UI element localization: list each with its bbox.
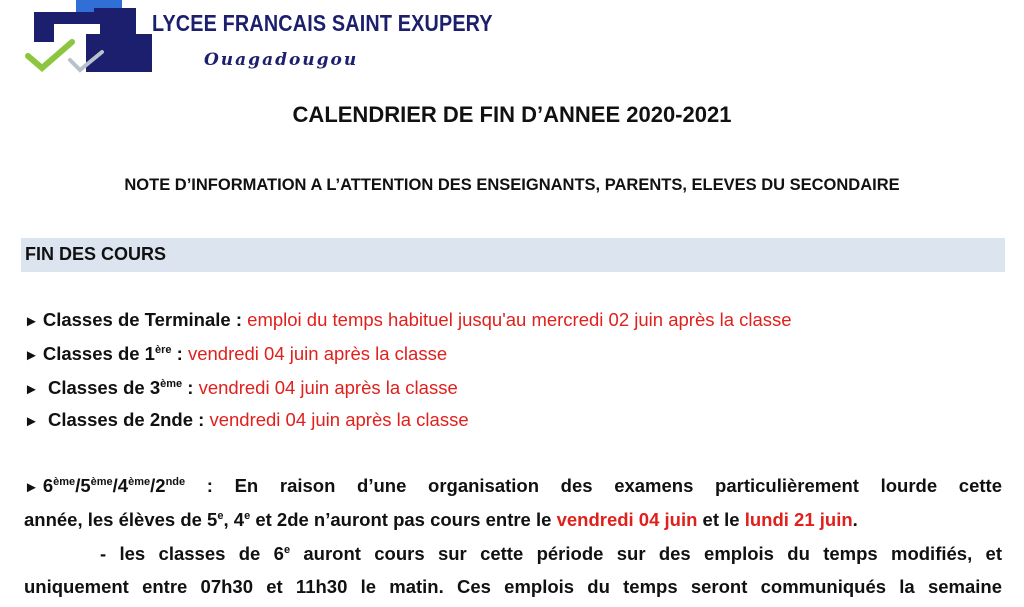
bullet-arrow-icon: ► (24, 413, 39, 430)
class-label: Classes de 2nde (42, 409, 193, 430)
document-subtitle: NOTE D’INFORMATION A L’ATTENTION DES ENSEIGNANTS, PARENTS, ELEVES DU SECONDAIRE (124, 176, 900, 194)
class-label: Classes de 3 (42, 377, 161, 398)
school-city: Ouagadougou (204, 50, 359, 70)
section-heading-label: FIN DES COURS (25, 244, 167, 264)
class-detail: emploi du temps habituel jusqu'au mercredi 02 juin après la classe (247, 309, 792, 330)
bullet-arrow-icon: ► (24, 347, 39, 364)
date-highlight: lundi 21 juin (744, 509, 853, 530)
class-line-troisieme: ► Classes de 3ème : vendredi 04 juin après la classe (24, 377, 458, 398)
paragraph-line-3: - les classes de 6e auront cours sur cette période sur des emplois du temps modifiés, et (100, 543, 1002, 564)
bullet-arrow-icon: ► (24, 479, 39, 496)
class-detail: vendredi 04 juin après la classe (198, 377, 458, 398)
paragraph-line-1: ► 6ème/5ème/4ème/2nde : En raison d’une organisation des examens particulièrement lourde cette (24, 475, 1002, 496)
class-line-premiere: ► Classes de 1ère : vendredi 04 juin après la classe (24, 343, 448, 364)
document-title: CALENDRIER DE FIN D’ANNEE 2020-2021 (292, 102, 732, 127)
date-highlight: vendredi 04 juin (556, 509, 698, 530)
class-detail: vendredi 04 juin après la classe (187, 343, 448, 364)
class-label: Classes de Terminale (42, 309, 231, 330)
section-heading (21, 238, 1005, 272)
class-line-seconde: ► Classes de 2nde : vendredi 04 juin après la classe (24, 409, 469, 430)
bullet-arrow-icon: ► (24, 313, 39, 330)
school-logo (24, 0, 493, 82)
paragraph-line-2: année, les élèves de 5e, 4e et 2de n’auront pas cours entre le vendredi 04 juin et le lundi 21 juin. (24, 509, 858, 530)
class-detail: vendredi 04 juin après la classe (209, 409, 469, 430)
logo-mark-icon (24, 0, 154, 82)
class-line-terminale: ► Classes de Terminale : emploi du temps habituel jusqu'au mercredi 02 juin après la classe (24, 309, 792, 330)
school-name: LYCEE FRANCAIS SAINT EXUPERY (152, 10, 493, 36)
class-label: Classes de 1 (42, 343, 155, 364)
paragraph-line-4: uniquement entre 07h30 et 11h30 le matin. Ces emplois du temps seront communiqués la semaine (24, 576, 1002, 597)
bullet-arrow-icon: ► (24, 381, 39, 398)
